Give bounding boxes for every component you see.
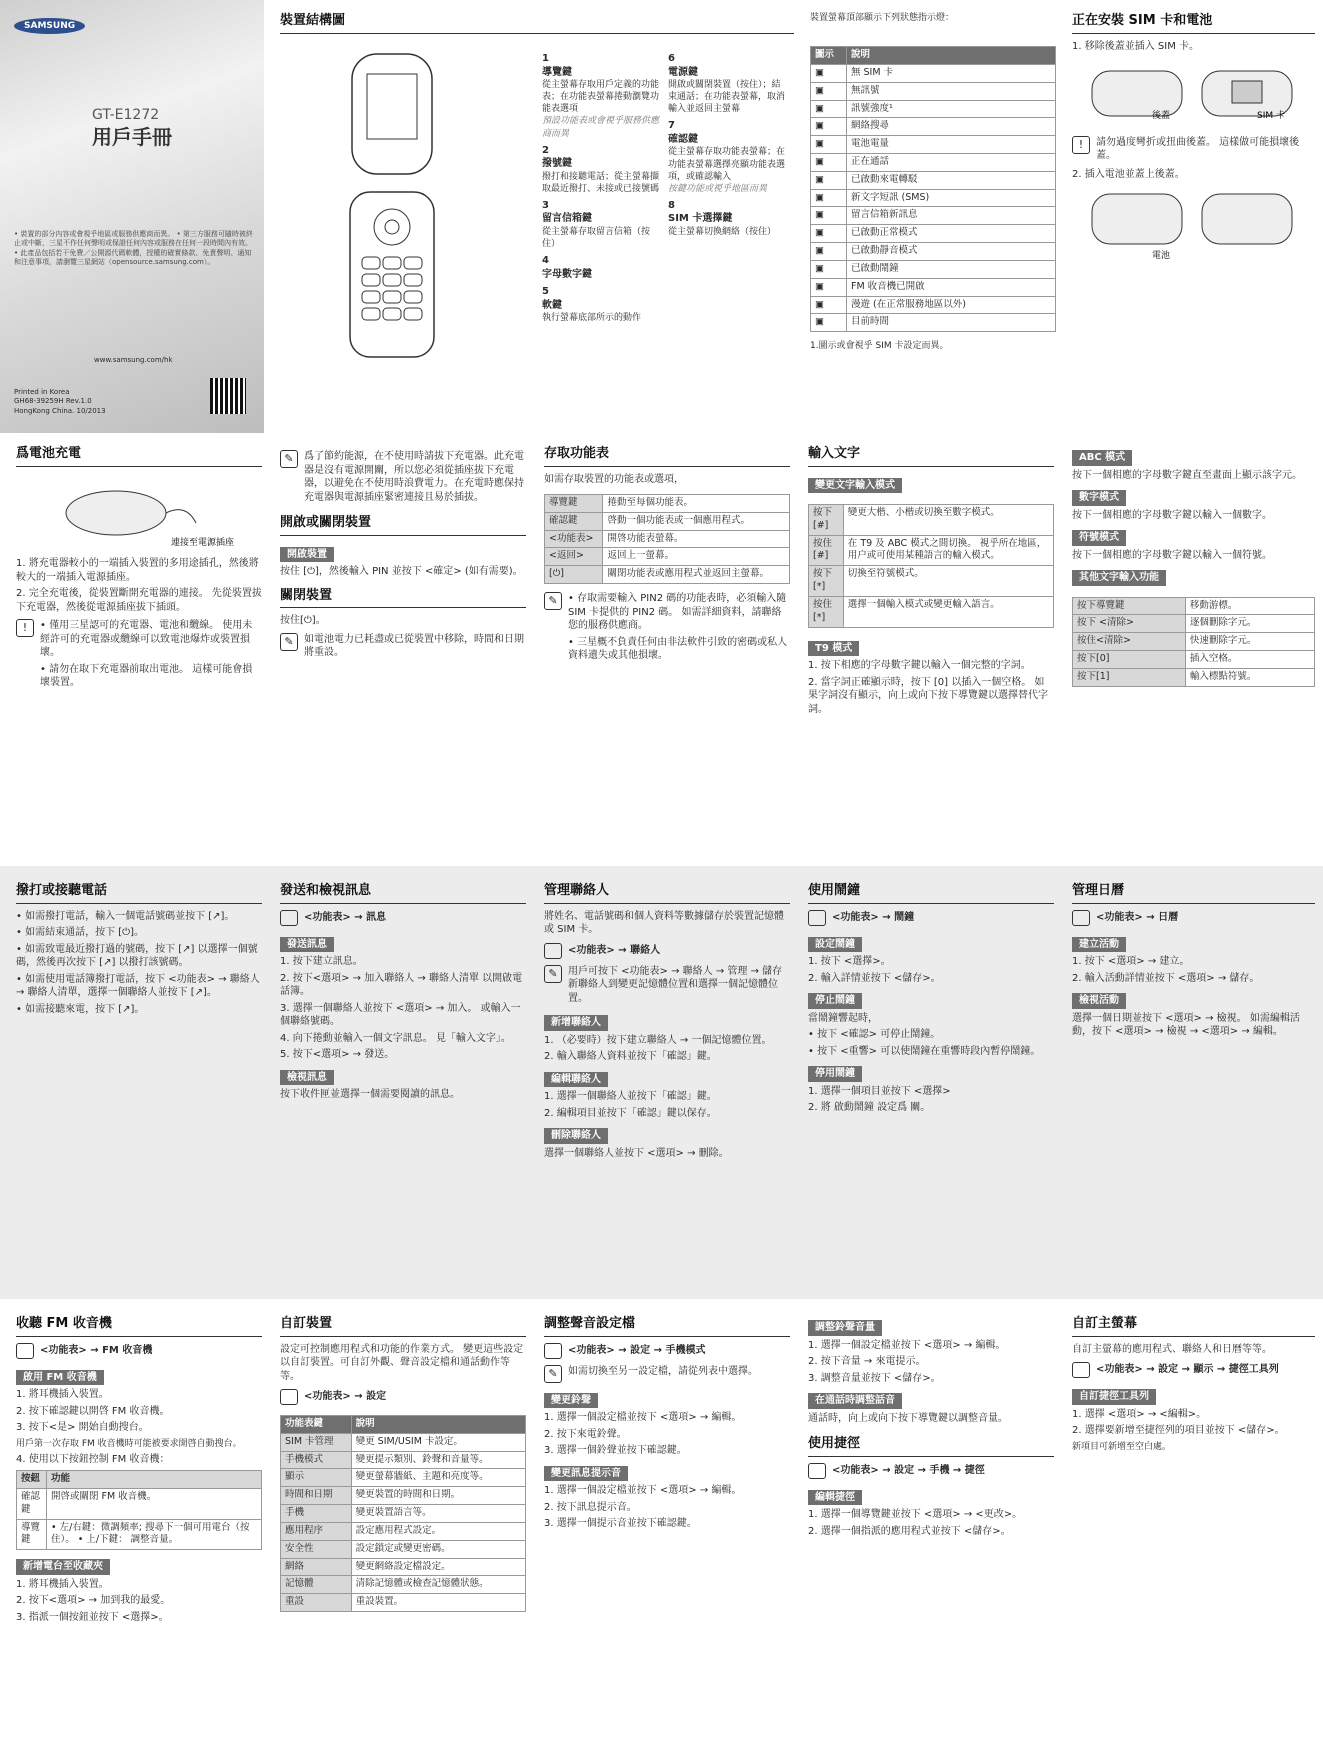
menu-path: <功能表> → 設定 → 手機模式 xyxy=(544,1343,790,1359)
status-icon: ▣ xyxy=(815,66,824,78)
charger-illustration xyxy=(16,473,256,553)
charge-warning: ! • 僅用三星認可的充電器、電池和纜線。 使用未經許可的充電器或纜線可以致電池爆炸或裝置損壞。 • 請勿在取下充電器前取出電池。 這樣可能會損壞裝置。 xyxy=(16,619,262,693)
sub-heading: 檢視活動 xyxy=(1072,993,1126,1009)
table-row: ▣ 已啟動靜音模式 xyxy=(811,243,1056,261)
status-icon: ▣ xyxy=(815,173,824,185)
step: 4. 向下捲動並輸入一個文字訊息。 見「輸入文字」。 xyxy=(280,1032,511,1044)
indicators-table: 圖示 說明 ▣ 無 SIM 卡 ▣ 無訊號 ▣ 訊號強度¹ ▣ 網絡搜尋 ▣ 電池電量 ▣ 正在通話 ▣ 已啟動來電轉駁 ▣ 新文字短訊 (SMS) ▣ 留言信箱新訊息 ▣ 已啟動正常模式 ▣ 已啟動靜音模式 ▣ 已啟動鬧鐘 ▣ FM 收音機已開啟 ▣ 漫遊 (在正常服務地區以外) ▣ 目前時間 xyxy=(810,46,1056,332)
menu-icon xyxy=(16,1343,34,1359)
msg-title: 發送和檢視訊息 xyxy=(280,882,526,904)
sub-heading: ABC 模式 xyxy=(1072,450,1132,466)
layout-list-a xyxy=(542,52,662,324)
table-row: ▣ 已啟動來電轉駁 xyxy=(811,171,1056,189)
step: 2. 按下<選項> → 加到我的最愛。 xyxy=(16,1595,171,1607)
note-icon: ✎ xyxy=(544,592,562,610)
alarm-title: 使用鬧鐘 xyxy=(808,882,1054,904)
step: 3. 調整音量並按下 <儲存>。 xyxy=(808,1372,941,1384)
charge-step-2: 2. 完全充電後，從裝置斷開充電器的連接。 先從裝置拔下充電器，然後從電源插座拔下插頭。 xyxy=(16,588,262,613)
volume-section xyxy=(800,1315,1062,1541)
calls-item: • 如需撥打電話，輸入一個電話號碼並按下 [↗]。 xyxy=(16,910,235,922)
sim-title: 正在安裝 SIM 卡和電池 xyxy=(1072,12,1315,34)
table-row: 重設 重設裝置。 xyxy=(281,1594,526,1612)
table-row: 按下[*] 切換至符號模式。 xyxy=(809,566,1054,597)
menu-path: <功能表> → 聯絡人 xyxy=(544,943,790,959)
power-note-2: ✎ 如電池電力已耗盡或已從裝置中移除，時間和日期將重設。 xyxy=(280,633,526,660)
step: 3. 選擇一個提示音並按下確認鍵。 xyxy=(544,1518,697,1530)
alarm-section xyxy=(800,882,1062,1118)
msg-section xyxy=(272,882,534,1105)
sub-heading: 符號模式 xyxy=(1072,530,1126,546)
step: 1. 選擇一個設定檔並按下 <選項> → 編輯。 xyxy=(544,1485,742,1497)
disclaimer: • 裝置的部分內容或會視乎地區或服務供應商而異。 • 第三方服務可隨時被終止或中斷，三星不作任何聲明或保證任何內容或服務在任何一段時間內有效。 • 此產品包括若干免費／公開源代碼軟體，授權的確實條款、免責聲明、通知和注意事項，請瀏覽三星網站（opensource.samsung.com）。 xyxy=(14,230,253,267)
status-icon: ▣ xyxy=(815,120,824,132)
table-row: ▣ 留言信箱新訊息 xyxy=(811,207,1056,225)
table-row: 確認鍵 啓動一個功能表或一個應用程式。 xyxy=(545,512,790,530)
menus-section xyxy=(536,445,798,671)
sub-heading: 啟用 FM 收音機 xyxy=(16,1370,104,1386)
sub-heading: 檢視訊息 xyxy=(280,1070,334,1086)
menu-path: <功能表> → 設定 xyxy=(280,1389,526,1405)
sim-section xyxy=(1064,12,1323,269)
sub-heading: T9 模式 xyxy=(808,641,859,657)
menu-icon xyxy=(280,910,298,926)
step: 1. 選擇一個聯絡人並按下「確認」鍵。 xyxy=(544,1091,717,1103)
svg-text:SIM 卡: SIM 卡 xyxy=(1257,111,1285,122)
indicators-section xyxy=(802,12,1064,352)
band-2 xyxy=(0,433,1323,866)
home-intro: 自訂主螢幕的應用程式、聯絡人和日曆等等。 xyxy=(1072,1343,1272,1355)
sound-note: ✎ 如需切換至另一設定檔，請從列表中選擇。 xyxy=(544,1365,790,1383)
table-row: 手機模式 變更提示類別、鈴聲和音量等。 xyxy=(281,1451,526,1469)
fm-section xyxy=(8,1315,270,1627)
sub-heading: 編輯聯絡人 xyxy=(544,1072,608,1088)
sub-heading: 開啟裝置 xyxy=(280,547,334,563)
fm-table: 按鈕 功能 確認鍵 開啓或關閉 FM 收音機。 導覽鍵 • 左/右鍵：微調頻率; 搜尋下一個可用電台（按住）。 • 上/下鍵： 調整音量。 xyxy=(16,1470,262,1550)
note-icon: ✎ xyxy=(280,633,298,651)
table-row: 時間和日期 變更裝置的時間和日期。 xyxy=(281,1487,526,1505)
battery-illustration xyxy=(1072,184,1312,264)
step: 2. 按下來電鈴聲。 xyxy=(544,1428,627,1440)
text-mode-table xyxy=(808,504,1054,628)
sub-heading: 調整鈴聲音量 xyxy=(808,1320,882,1336)
table-row: 按下[1] 輸入標點符號。 xyxy=(1073,668,1315,686)
menu-icon xyxy=(544,943,562,959)
power-off-text: 按住[⏻]。 xyxy=(280,615,326,627)
status-icon: ▣ xyxy=(815,209,824,221)
warning-icon: ! xyxy=(1072,136,1090,154)
sub-heading: 刪除聯絡人 xyxy=(544,1128,608,1144)
power-section xyxy=(272,445,534,665)
svg-text:後蓋: 後蓋 xyxy=(1152,111,1171,122)
step: 3. 按下<是> 開始自動搜台。 xyxy=(16,1422,149,1434)
qr-code-icon xyxy=(210,378,246,414)
step: 3. 選擇一個聯絡人並按下 <選項> → 加入。 或輸入一個聯絡號碼。 xyxy=(280,1002,521,1028)
table-row: 按住<清除> 快速刪除字元。 xyxy=(1073,633,1315,651)
step: 2. 輸入詳情並按下 <儲存>。 xyxy=(808,972,941,984)
calls-item: • 如需使用電話簿撥打電話，按下 <功能表> → 聯絡人 → 聯絡人清單，選擇一個聯絡人並按下 [↗]。 xyxy=(16,973,260,999)
step: 2. 將 啟動鬧鐘 設定爲 關。 xyxy=(808,1102,931,1114)
sound-title: 調整聲音設定檔 xyxy=(544,1315,790,1337)
calls-section xyxy=(8,882,270,1019)
step: 按下收件匣並選擇一個需要閱讀的訊息。 xyxy=(280,1089,460,1101)
step: • 按下 <確認> 可停止鬧鐘。 xyxy=(808,1029,941,1041)
band-3 xyxy=(0,866,1323,1299)
calls-title: 撥打或接聽電話 xyxy=(16,882,262,904)
step: 2. 輸入聯絡人資料並按下「確認」鍵。 xyxy=(544,1051,717,1063)
status-icon: ▣ xyxy=(815,227,824,239)
contacts-intro: 將姓名、電話號碼和個人資料等數據儲存於裝置記憶體或 SIM 卡。 xyxy=(544,910,784,936)
step: 當鬧鐘響起時， xyxy=(808,1012,878,1024)
calls-item: • 如需結束通話，按下 [⏻]。 xyxy=(16,927,144,939)
step: 1. 將耳機插入裝置。 xyxy=(16,1389,109,1401)
status-icon: ▣ xyxy=(815,316,824,328)
text-title: 輸入文字 xyxy=(808,445,1054,467)
charge-step-1: 1. 將充電器較小的一端插入裝置的多用途插孔，然後將較大的一端插入電源插座。 xyxy=(16,558,259,583)
table-row: 按下[#] 變更大楷、小楷或切換至數字模式。 xyxy=(809,505,1054,536)
sub-heading: 建立活動 xyxy=(1072,937,1126,953)
power-note: ✎ 爲了節約能源，在不使用時請拔下充電器。此充電器是沒有電源開關，所以您必須從插座拔下充電器，以避免在不使用時浪費電力。在充電時應保持充電器與電源插座緊密連接且易於插拔。 xyxy=(280,450,526,504)
status-icon: ▣ xyxy=(815,280,824,292)
menus-table xyxy=(544,494,790,584)
step: 5. 按下<選項> → 發送。 xyxy=(280,1049,395,1061)
t9-step-1: 1. 按下相應的字母數字鍵以輸入一個完整的字詞。 xyxy=(808,660,1031,672)
table-row: [⏻] 關閉功能表或應用程式並返回主螢幕。 xyxy=(545,566,790,584)
note-icon: ✎ xyxy=(280,450,298,468)
svg-text:連接至電源插座: 連接至電源插座 xyxy=(171,537,235,548)
table-row: ▣ 目前時間 xyxy=(811,314,1056,332)
calendar-title: 管理日曆 xyxy=(1072,882,1315,904)
other-input-table xyxy=(1072,597,1315,687)
number-text: 按下一個相應的字母數字鍵以輸入一個數字。 xyxy=(1072,509,1272,521)
step: 2. 按下<選項> → 加入聯絡人 → 聯絡人清單 以開啟電話簿。 xyxy=(280,972,523,998)
phone-illustration xyxy=(342,52,442,362)
sim-step-2: 2. 插入電池並蓋上後蓋。 xyxy=(1072,168,1185,180)
step: 3. 選擇一個鈴聲並按下確認鍵。 xyxy=(544,1445,687,1457)
band-4 xyxy=(0,1299,1323,1737)
sub-heading: 停止鬧鐘 xyxy=(808,993,862,1009)
step: 1. （必要時）按下建立聯絡人 → 一個記憶體位置。 xyxy=(544,1034,772,1046)
print-info: Printed in Korea GH68-39259H Rev.1.0 HongKong China. 10/2013 xyxy=(14,388,106,415)
table-row: ▣ 已啟動鬧鐘 xyxy=(811,260,1056,278)
table-row: 顯示 變更螢幕牆紙、主題和亮度等。 xyxy=(281,1469,526,1487)
cover-panel xyxy=(0,0,264,433)
sound-section xyxy=(536,1315,798,1534)
layout-section xyxy=(272,12,802,324)
table-row: 應用程序 設定應用程式設定。 xyxy=(281,1522,526,1540)
menu-path: <功能表> → 設定 → 手機 → 捷徑 xyxy=(808,1463,1054,1479)
step: 2. 選擇一個指派的應用程式並按下 <儲存>。 xyxy=(808,1525,1011,1537)
menu-icon xyxy=(280,1389,298,1405)
power-title: 開啟或關閉裝置 xyxy=(280,514,526,536)
status-icon: ▣ xyxy=(815,84,824,96)
table-row: 按住[*] 選擇一個輸入模式或變更輸入語言。 xyxy=(809,596,1054,627)
menu-icon xyxy=(1072,1362,1090,1378)
step: 1. 選擇一個導覽鍵並按下 <選項> → <更改>。 xyxy=(808,1509,1023,1521)
samsung-logo: SAMSUNG xyxy=(14,18,85,34)
layout-title: 裝置結構圖 xyxy=(280,12,794,34)
abc-section xyxy=(1064,445,1323,687)
shortcut-title: 使用捷徑 xyxy=(808,1435,1054,1457)
step: 1. 將耳機插入裝置。 xyxy=(16,1578,109,1590)
sub-heading: 發送訊息 xyxy=(280,937,334,953)
status-icon: ▣ xyxy=(815,191,824,203)
note-icon: ✎ xyxy=(544,965,562,983)
menu-path: <功能表> → 鬧鐘 xyxy=(808,910,1054,926)
calls-item: • 如需接聽來電，按下 [↗]。 xyxy=(16,1003,145,1015)
settings-section xyxy=(272,1315,534,1612)
sub-heading: 停用鬧鐘 xyxy=(808,1066,862,1082)
table-row: 按下 <清除> 逐個刪除字元。 xyxy=(1073,615,1315,633)
sub-heading: 編輯捷徑 xyxy=(808,1490,862,1506)
menu-icon xyxy=(808,910,826,926)
power-off-title: 關閉裝置 xyxy=(280,587,526,609)
warning-icon: ! xyxy=(16,619,34,637)
website: www.samsung.com/hk xyxy=(94,356,173,364)
menu-path: <功能表> → 設定 → 顯示 → 捷徑工具列 xyxy=(1072,1362,1315,1378)
home-section xyxy=(1064,1315,1323,1456)
step: 1. 選擇一個項目並按下 <選擇> xyxy=(808,1085,951,1097)
sub-heading: 變更文字輸入模式 xyxy=(808,478,902,494)
menu-icon xyxy=(1072,910,1090,926)
table-row: ▣ 訊號強度¹ xyxy=(811,100,1056,118)
text-section xyxy=(800,445,1062,719)
step: 2. 按下音量 → 來電提示。 xyxy=(808,1356,926,1367)
table-row: <返回> 返回上一螢幕。 xyxy=(545,548,790,566)
power-on-text: 按住 [⏻]，然後輸入 PIN 並按下 <確定> (如有需要)。 xyxy=(280,566,523,578)
step: 2. 選擇要新增至捷徑列的項目並按下 <儲存>。 xyxy=(1072,1425,1285,1437)
menu-path: <功能表> → 日曆 xyxy=(1072,910,1315,926)
step: 2. 按下確認鍵以開啓 FM 收音機。 xyxy=(16,1405,170,1417)
menu-path: <功能表> → FM 收音機 xyxy=(16,1343,262,1359)
table-row: 記憶體 清除記憶體或檢查記憶體狀態。 xyxy=(281,1576,526,1594)
svg-text:電池: 電池 xyxy=(1152,251,1171,262)
status-icon: ▣ xyxy=(815,138,824,150)
table-row: ▣ FM 收音機已開啟 xyxy=(811,278,1056,296)
step: 1. 選擇一個設定檔並按下 <選項> → 編輯。 xyxy=(808,1339,1006,1351)
table-row: 按下[0] 插入空格。 xyxy=(1073,650,1315,668)
table-row: ▣ 無 SIM 卡 xyxy=(811,64,1056,82)
key-item: 2 撥號鍵 撥打和接聽電話；從主螢幕擷取最近撥打、未接或已接號碼 xyxy=(542,144,660,194)
menus-title: 存取功能表 xyxy=(544,445,790,467)
indicators-note: 1.圖示或會視乎 SIM 卡設定而異。 xyxy=(810,341,949,352)
key-item: 5 軟鍵 執行螢幕底部所示的動作 xyxy=(542,286,642,324)
key-item: 8 SIM 卡選擇鍵 從主螢幕切換網絡（按住） xyxy=(668,199,777,237)
table-row: ▣ 無訊號 xyxy=(811,82,1056,100)
sub-heading: 新增電台至收藏夾 xyxy=(16,1559,110,1575)
sub-heading: 變更訊息提示音 xyxy=(544,1466,628,1482)
table-row: SIM 卡管理 變更 SIM/USIM 卡設定。 xyxy=(281,1433,526,1451)
step: • 按下 <重響> 可以使鬧鐘在重響時段內暫停鬧鐘。 xyxy=(808,1045,1041,1057)
indicators-intro: 裝置螢幕頂部顯示下列狀態指示燈： xyxy=(810,13,955,23)
sub-heading: 其他文字輸入功能 xyxy=(1072,570,1166,586)
step: 選擇一個聯絡人並按下 <選項> → 刪除。 xyxy=(544,1147,729,1159)
table-row: 手機 變更裝置語言等。 xyxy=(281,1505,526,1523)
key-item: 1 導覽鍵 從主螢幕存取用戶定義的功能表；在功能表螢幕捲動瀏覽功能表選項 預設功能表或會視乎服務供應商而異 xyxy=(542,53,660,139)
status-icon: ▣ xyxy=(815,298,824,310)
sub-heading: 新增聯絡人 xyxy=(544,1015,608,1031)
step: 4. 使用以下按鈕控制 FM 收音機： xyxy=(16,1453,170,1465)
contacts-note: ✎ 用戶可按下 <功能表> → 聯絡人 → 管理 → 儲存新聯絡人到變更記憶體位置和選擇一個記憶體位置。 xyxy=(544,965,790,1006)
table-row: ▣ 已啟動正常模式 xyxy=(811,225,1056,243)
key-item: 7 確認鍵 從主螢幕存取功能表螢幕；在功能表螢幕選擇亮顯功能表選項，或確認輸入 按鍵功能或視乎地區而異 xyxy=(668,120,786,194)
sub-heading: 在通話時調整話音 xyxy=(808,1393,902,1409)
table-row: 按下導覽鍵 移動游標。 xyxy=(1073,597,1315,615)
table-row: ▣ 新文字短訊 (SMS) xyxy=(811,189,1056,207)
step: 選擇一個日期並按下 <選項> → 檢視。 如需編輯活動，按下 <選項> → 檢視 → <選項> → 編輯。 xyxy=(1072,1012,1300,1038)
step: 1. 按下 <選擇>。 xyxy=(808,956,891,968)
table-row: 安全性 設定鎖定或變更密碼。 xyxy=(281,1540,526,1558)
menus-intro: 如需存取裝置的功能表或選項， xyxy=(544,473,684,485)
status-icon: ▣ xyxy=(815,262,824,274)
step: 1. 按下建立訊息。 xyxy=(280,956,363,968)
home-title: 自訂主螢幕 xyxy=(1072,1315,1315,1337)
step: 2. 按下訊息提示音。 xyxy=(544,1501,637,1513)
key-item: 4 字母數字鍵 xyxy=(542,255,592,280)
step-note: 新項目可新增至空白處。 xyxy=(1072,1441,1172,1452)
table-row: ▣ 正在通話 xyxy=(811,154,1056,172)
step-note: 用戶第一次存取 FM 收音機時可能被要求開啓自動搜台。 xyxy=(16,1438,242,1449)
status-icon: ▣ xyxy=(815,245,824,257)
step: 1. 選擇一個設定檔並按下 <選項> → 編輯。 xyxy=(544,1412,742,1424)
sim-illustration xyxy=(1072,56,1312,126)
step: 1. 選擇 <選項> → <編輯>。 xyxy=(1072,1408,1207,1420)
table-row: ▣ 網絡搜尋 xyxy=(811,118,1056,136)
step: 3. 指派一個按鈕並按下 <選擇>。 xyxy=(16,1611,169,1623)
menu-icon xyxy=(544,1343,562,1359)
table-row: 網絡 變更網絡設定檔設定。 xyxy=(281,1558,526,1576)
menu-icon xyxy=(808,1463,826,1479)
step: 通話時，向上或向下按下導覽鍵以調整音量。 xyxy=(808,1412,1008,1424)
settings-intro: 設定可控制應用程式和功能的作業方式。 變更這些設定以自訂裝置。可自訂外觀、聲音設定檔和通話動作等等。 xyxy=(280,1343,524,1382)
table-row: ▣ 漫遊 (在正常服務地區以外) xyxy=(811,296,1056,314)
table-row: 導覽鍵 捲動至每個功能表。 xyxy=(545,495,790,513)
fm-title: 收聽 FM 收音機 xyxy=(16,1315,262,1337)
band-top xyxy=(0,0,1323,433)
abc-text: 按下一個相應的字母數字鍵直至畫面上顯示該字元。 xyxy=(1072,469,1302,481)
manual-title: 用戶手冊 xyxy=(92,125,172,149)
menus-note: ✎ • 存取需要輸入 PIN2 碼的功能表時，必須輸入隨 SIM 卡提供的 PIN2 碼。 如需詳細資料，請聯絡您的服務供應商。 • 三星概不負責任何由非法軟件引致的密碼或私人資料遺失或其他損壞。 xyxy=(544,592,790,666)
contacts-section xyxy=(536,882,798,1163)
step: 2. 輸入活動詳情並按下 <選項> → 儲存。 xyxy=(1072,972,1260,984)
menu-path: <功能表> → 訊息 xyxy=(280,910,526,926)
settings-title: 自訂裝置 xyxy=(280,1315,526,1337)
status-icon: ▣ xyxy=(815,102,824,114)
t9-step-2: 2. 當字詞正確顯示時，按下 [0] 以插入一個空格。 如果字詞沒有顯示，向上或向下按下導覽鍵以選擇替代字詞。 xyxy=(808,676,1048,715)
sub-heading: 數字模式 xyxy=(1072,490,1126,506)
charge-section xyxy=(8,445,270,698)
calls-item: • 如需致電最近撥打過的號碼，按下 [↗] 以選擇一個號碼，然後再次按下 [↗] 以撥打該號碼。 xyxy=(16,943,258,969)
status-icon: ▣ xyxy=(815,156,824,168)
table-row: <功能表> 開啓功能表螢幕。 xyxy=(545,530,790,548)
sim-warning: ! 請勿過度彎折或扭曲後蓋。 這樣做可能損壞後蓋。 xyxy=(1072,136,1315,163)
key-item: 3 留言信箱鍵 從主螢幕存取留言信箱（按住） xyxy=(542,199,651,250)
step: 2. 編輯項目並按下「確認」鍵以保存。 xyxy=(544,1107,717,1119)
note-icon: ✎ xyxy=(544,1365,562,1383)
contacts-title: 管理聯絡人 xyxy=(544,882,790,904)
sub-heading: 設定鬧鐘 xyxy=(808,937,862,953)
table-row: 按住[#] 在 T9 及 ABC 模式之間切換。 視乎所在地區，用户或可使用某種語言的輸入模式。 xyxy=(809,535,1054,566)
calendar-section xyxy=(1064,882,1323,1042)
settings-table: 功能表鍵 說明 SIM 卡管理 變更 SIM/USIM 卡設定。 手機模式 變更提示類別、鈴聲和音量等。 顯示 變更螢幕牆紙、主題和亮度等。 時間和日期 變更裝置的時間和日期。 手機 變更裝置語言等。 應用程序 設定應用程式設定。 安全性 設定鎖定或變更密碼。 網絡 變更網絡設定檔設定。 記憶體 清除記憶體或檢查記憶體狀態。 重設 重設裝置。 xyxy=(280,1415,526,1612)
model-number: GT-E1272 xyxy=(92,107,160,123)
sub-heading: 自訂捷徑工具列 xyxy=(1072,1389,1156,1405)
key-item: 6 電源鍵 開啟或關閉裝置（按住）；結束通話；在功能表螢幕，取消輸入並返回主螢幕 xyxy=(668,53,786,115)
symbol-text: 按下一個相應的字母數字鍵以輸入一個符號。 xyxy=(1072,549,1272,561)
sub-heading: 變更鈴聲 xyxy=(544,1393,598,1409)
step: 1. 按下 <選項> → 建立。 xyxy=(1072,956,1190,968)
layout-list-b xyxy=(668,52,788,238)
sim-step-1: 1. 移除後蓋並插入 SIM 卡。 xyxy=(1072,40,1200,52)
table-row: ▣ 電池電量 xyxy=(811,136,1056,154)
charge-title: 爲電池充電 xyxy=(16,445,262,467)
